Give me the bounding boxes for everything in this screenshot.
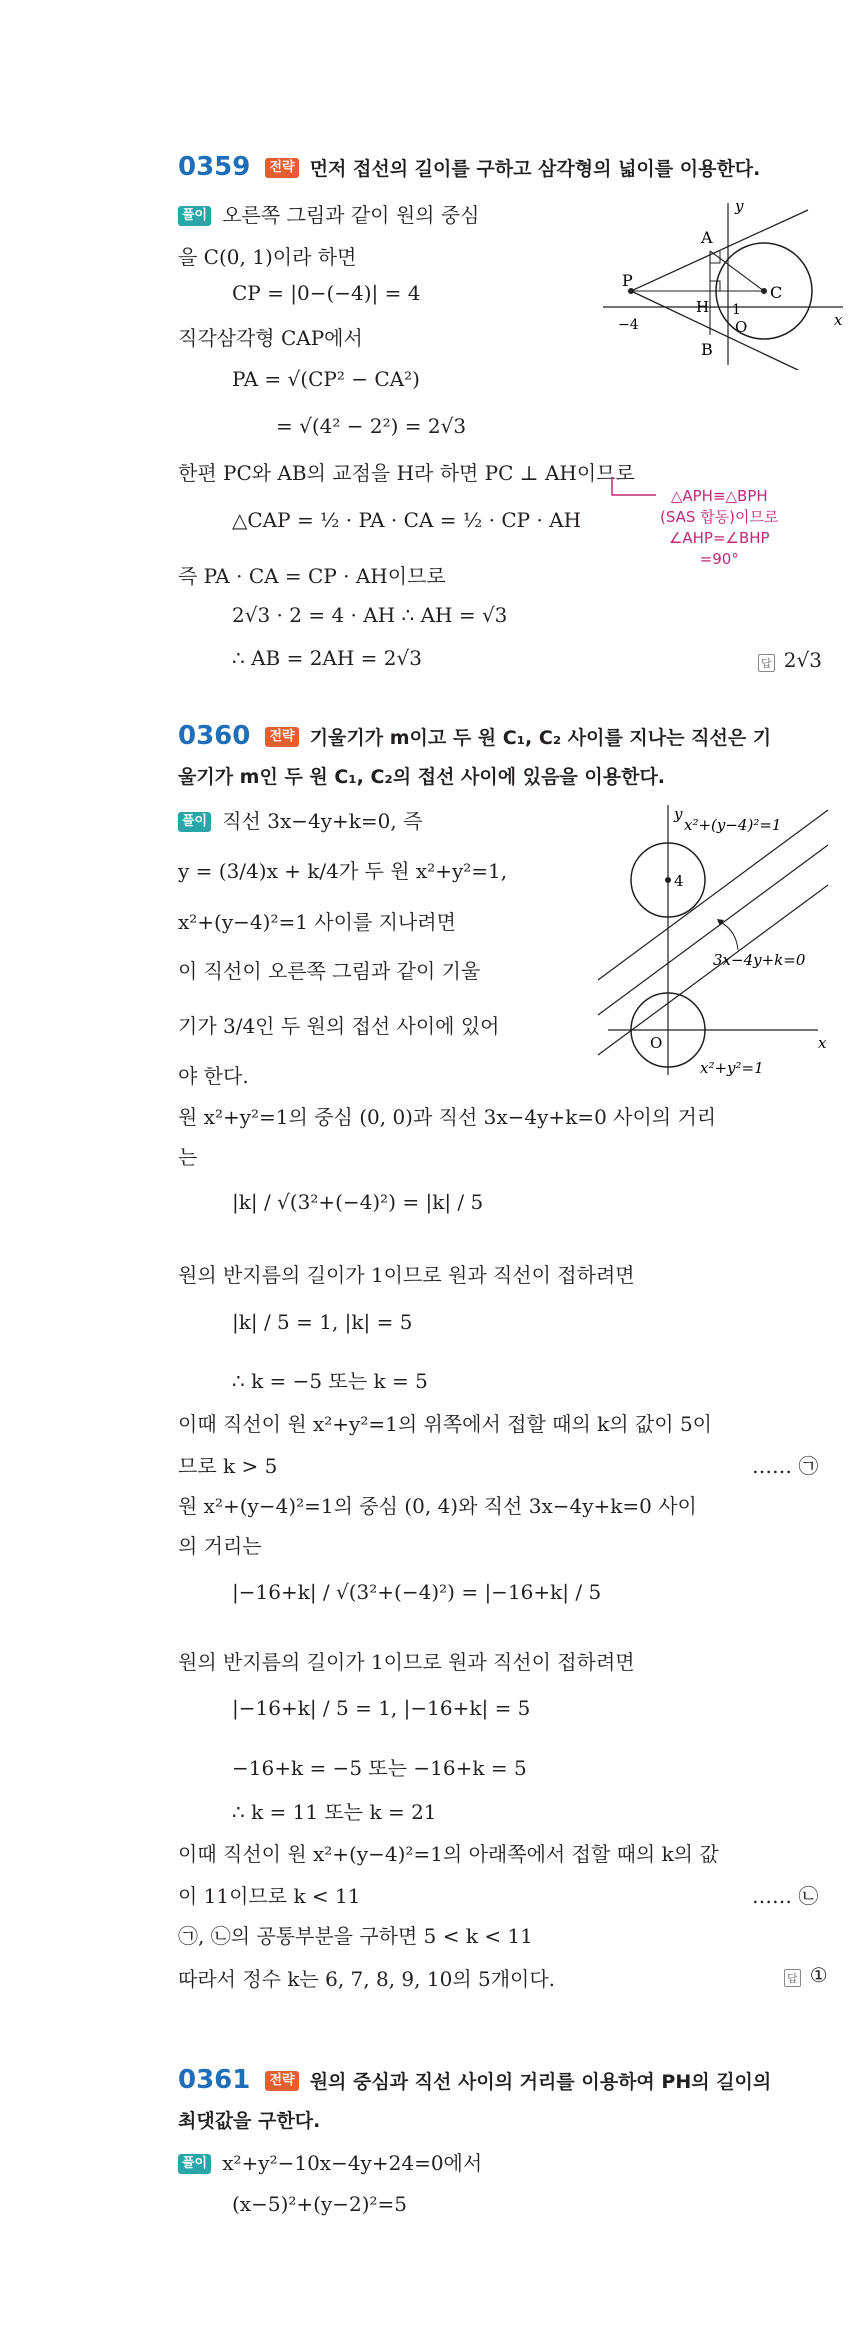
svg-text:1: 1 [732, 302, 741, 318]
svg-text:C: C [770, 283, 783, 302]
note-bracket [610, 475, 660, 505]
math-line: |−16+k| / √(3²+(−4)²) = |−16+k| / 5 [232, 1580, 602, 1604]
answer-mark: 답 [784, 1969, 801, 1987]
strategy-text-cont: 최댓값을 구한다. [178, 2110, 321, 2132]
solution-line: 야 한다. [178, 1064, 249, 1088]
math-line: ∴ k = −5 또는 k = 5 [232, 1369, 428, 1393]
strategy-text: 원의 중심과 직선 사이의 거리를 이용하여 PH의 길이의 [309, 2071, 772, 2093]
answer: 답 2√3 [758, 648, 822, 672]
center-top [665, 877, 671, 883]
solution-line: 풀이 직선 3x−4y+k=0, 즉 [178, 805, 422, 834]
solution-tag: 풀이 [178, 2154, 211, 2174]
solution-line: 원 x²+y²=1의 중심 (0, 0)과 직선 3x−4y+k=0 사이의 거리 [178, 1105, 717, 1129]
svg-text:O: O [735, 318, 748, 336]
strategy-text: 기울기가 m이고 두 원 C₁, C₂ 사이를 지나는 직선은 기 [309, 727, 772, 749]
solution-line: 원의 반지름의 길이가 1이므로 원과 직선이 접하려면 [178, 1263, 635, 1287]
solution-line: 한편 PC와 AB의 교점을 H라 하면 PC ⊥ AH이므로 [178, 461, 635, 485]
svg-text:x: x [818, 1034, 827, 1052]
solution-tag: 풀이 [178, 812, 211, 832]
solution-line: 이 직선이 오른쪽 그림과 같이 기울 [178, 959, 481, 983]
svg-text:O: O [650, 1034, 663, 1052]
math-line: ∴ k = 11 또는 k = 21 [232, 1800, 437, 1824]
math-line: |k| / √(3²+(−4)²) = |k| / 5 [232, 1190, 484, 1214]
right-angle-mark [710, 281, 720, 291]
problem-0361-header [178, 2065, 771, 2095]
svg-text:x²+(y−4)²=1: x²+(y−4)²=1 [684, 816, 782, 834]
math-line: = √(4² − 2²) = 2√3 [276, 414, 467, 438]
figure-0360 [588, 800, 844, 1085]
marker-1: …… ㉠ [752, 1454, 819, 1478]
answer-mark: 답 [758, 654, 775, 672]
math-line: PA = √(CP² − CA²) [232, 367, 420, 391]
segment-ac [710, 251, 764, 291]
problem-number: 0359 [178, 152, 251, 182]
point-c [761, 288, 767, 294]
solution-tag: 풀이 [178, 206, 211, 226]
math-line: (x−5)²+(y−2)²=5 [232, 2192, 408, 2216]
strategy-text: 먼저 접선의 길이를 구하고 삼각형의 넓이를 이용한다. [309, 158, 761, 180]
problem-number: 0360 [178, 721, 251, 751]
math-line: |k| / 5 = 1, |k| = 5 [232, 1310, 413, 1334]
svg-text:x: x [834, 311, 843, 329]
math-line: |−16+k| / 5 = 1, |−16+k| = 5 [232, 1696, 531, 1720]
solution-line: 이 11이므로 k < 11 [178, 1884, 361, 1908]
tangent-line-upper [631, 210, 808, 291]
strategy-tag: 전략 [265, 2071, 298, 2091]
math-line: △CAP = ½ · PA · CA = ½ · CP · AH [232, 508, 582, 532]
solution-line: 는 [178, 1145, 198, 1169]
svg-text:4: 4 [674, 872, 684, 890]
tangent-line-lower [631, 291, 798, 370]
svg-text:B: B [701, 340, 713, 359]
solution-line: x²+(y−4)²=1 사이를 지나려면 [178, 910, 456, 934]
svg-text:x²+y²=1: x²+y²=1 [700, 1059, 764, 1077]
solution-line: 원의 반지름의 길이가 1이므로 원과 직선이 접하려면 [178, 1650, 635, 1674]
solution-line: 이때 직선이 원 x²+(y−4)²=1의 아래쪽에서 접할 때의 k의 값 [178, 1842, 719, 1866]
solution-line: 을 C(0, 1)이라 하면 [178, 245, 357, 269]
marker-2: …… ㉡ [752, 1884, 819, 1908]
strategy-tag: 전략 [265, 158, 298, 178]
solution-line: 풀이 x²+y²−10x−4y+24=0에서 [178, 2147, 482, 2176]
strategy-text-cont: 울기가 m인 두 원 C₁, C₂의 접선 사이에 있음을 이용한다. [178, 766, 666, 788]
svg-text:H: H [696, 298, 710, 316]
math-line: ∴ AB = 2AH = 2√3 [232, 646, 422, 670]
math-line: 2√3 · 2 = 4 · AH ∴ AH = √3 [232, 603, 508, 627]
svg-text:y: y [735, 197, 744, 215]
solution-line: 이때 직선이 원 x²+y²=1의 위쪽에서 접할 때의 k의 값이 5이 [178, 1412, 712, 1436]
problem-number: 0361 [178, 2065, 251, 2095]
solution-line: 따라서 정수 k는 6, 7, 8, 9, 10의 5개이다. [178, 1967, 556, 1991]
svg-text:−4: −4 [618, 317, 639, 333]
svg-text:A: A [701, 228, 713, 247]
solution-line: ㉠, ㉡의 공통부분을 구하면 5 < k < 11 [178, 1924, 533, 1948]
math-line: CP = |0−(−4)| = 4 [232, 281, 421, 305]
answer: 답 ① [784, 1963, 828, 1987]
figure-0359 [598, 195, 846, 370]
problem-0359-header [178, 152, 760, 182]
solution-line: 원 x²+(y−4)²=1의 중심 (0, 4)와 직선 3x−4y+k=0 사이 [178, 1494, 697, 1518]
svg-text:y: y [674, 805, 683, 823]
solution-line: 풀이 오른쪽 그림과 같이 원의 중심 [178, 199, 480, 228]
side-note: △APH≡△BPH (SAS 합동)이므로 ∠AHP=∠BHP =90° [660, 487, 779, 568]
solution-line: y = (3/4)x + k/4가 두 원 x²+y²=1, [178, 859, 508, 883]
solution-line: 즉 PA · CA = CP · AH이므로 [178, 564, 446, 588]
math-line: −16+k = −5 또는 −16+k = 5 [232, 1756, 527, 1780]
problem-0360-header [178, 721, 771, 751]
pointer-arc [720, 922, 738, 950]
svg-text:P: P [622, 271, 633, 290]
solution-line: 직각삼각형 CAP에서 [178, 326, 363, 350]
svg-text:3x−4y+k=0: 3x−4y+k=0 [713, 951, 806, 969]
solution-line: 의 거리는 [178, 1534, 262, 1558]
solution-line: 므로 k > 5 [178, 1454, 278, 1478]
solution-line: 기가 3/4인 두 원의 접선 사이에 있어 [178, 1014, 500, 1038]
strategy-tag: 전략 [265, 727, 298, 747]
